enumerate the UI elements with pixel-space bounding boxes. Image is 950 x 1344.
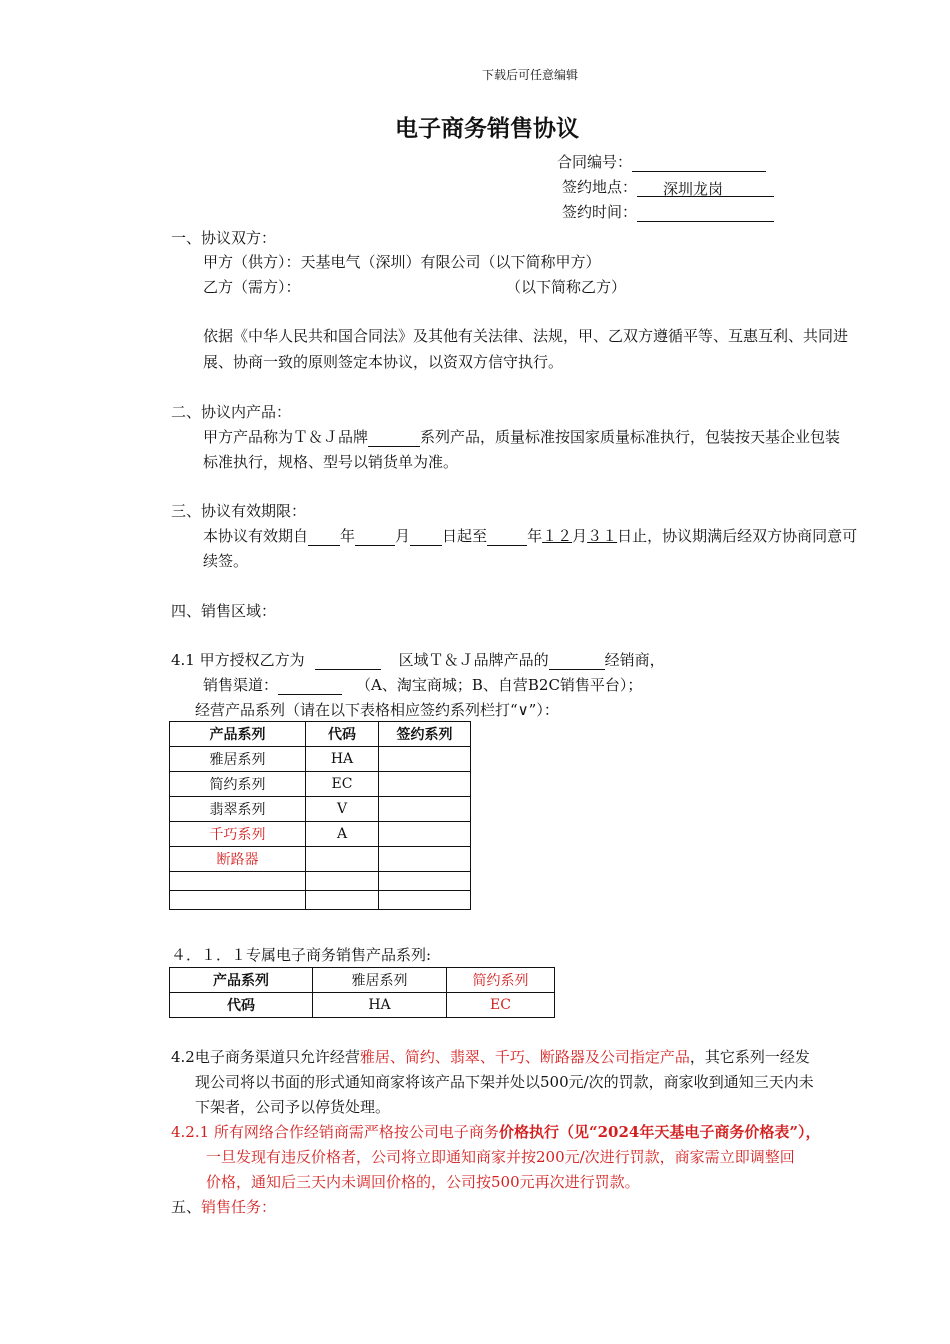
start-year-blank[interactable] (308, 528, 340, 546)
contract-no-label: 合同编号： (557, 153, 633, 171)
s1-heading: 一、协议双方： (171, 229, 277, 247)
sub-411: ４．１．１专属电子商务销售产品系列: (171, 946, 432, 964)
header-note: 下载后可任意编辑 (482, 68, 579, 82)
start-month-blank[interactable] (355, 528, 395, 546)
party-a: 甲方（供方）：天基电气（深圳）有限公司（以下简称甲方） (203, 253, 601, 271)
time-blank[interactable] (637, 204, 774, 222)
end-month-value: １２ (542, 527, 573, 545)
l42-line1: 4.2电子商务渠道只允许经营雅居、简约、翡翠、千巧、断路器及公司指定产品，其它系列一经发 (171, 1048, 810, 1066)
place-value[interactable]: 深圳龙岗 (637, 179, 774, 197)
signed-cell[interactable] (379, 747, 471, 772)
signed-cell[interactable] (379, 872, 471, 891)
channel-row: 销售渠道： （A、淘宝商城；B、自营B2C销售平台）； (203, 676, 643, 694)
signed-cell[interactable] (379, 847, 471, 872)
time-label: 签约时间： (562, 203, 638, 221)
party-b-suffix: （以下简称乙方） (506, 278, 627, 296)
time-row (562, 202, 774, 222)
table-row: 翡翠系列 V (170, 797, 471, 822)
end-day-value: ３１ (587, 527, 618, 545)
channel-blank[interactable] (278, 677, 342, 695)
th-series: 产品系列 (170, 722, 306, 747)
l421-line1: 4.2.1 所有网络合作经销商需严格按公司电子商务价格执行（见“2024年天基电子商务价格表”）， (171, 1123, 821, 1141)
table-row: 千巧系列 A (170, 822, 471, 847)
s2-line1: 甲方产品称为Ｔ＆Ｊ品牌 系列产品，质量标准按国家质量标准执行，包装按天基企业包装 (203, 428, 841, 446)
s5-heading: 五、销售任务： (171, 1198, 277, 1216)
l421-line3: 价格，通知后三天内未调回价格的，公司按500元再次进行罚款。 (206, 1173, 640, 1191)
product-series-table (169, 721, 471, 910)
table-row: 断路器 (170, 847, 471, 872)
l42-line2: 现公司将以书面的形式通知商家将该产品下架并处以500元/次的罚款，商家收到通知三天内未 (195, 1073, 814, 1091)
l41: 4.1 甲方授权乙方为 区域Ｔ＆Ｊ品牌产品的 经销商， (171, 651, 665, 669)
s3-line2: 续签。 (203, 552, 249, 570)
signed-cell[interactable] (379, 797, 471, 822)
contract-no-row (557, 152, 766, 172)
s4-heading: 四、销售区域： (171, 602, 277, 620)
start-day-blank[interactable] (410, 528, 442, 546)
signed-cell[interactable] (379, 772, 471, 797)
signed-cell[interactable] (379, 891, 471, 910)
place-label: 签约地点： (562, 178, 638, 196)
contract-no-blank[interactable] (632, 154, 766, 172)
dealer-type-blank[interactable] (549, 652, 605, 670)
end-year-blank[interactable] (487, 528, 527, 546)
table-row (170, 891, 471, 910)
basis-line2: 展、协商一致的原则签定本协议，以资双方信守执行。 (203, 353, 564, 371)
table-row: 雅居系列 HA (170, 747, 471, 772)
place-row (562, 177, 774, 197)
th-signed: 签约系列 (379, 722, 471, 747)
table-intro: 经营产品系列（请在以下表格相应签约系列栏打“∨”）： (195, 701, 559, 719)
s2-heading: 二、协议内产品： (171, 403, 292, 421)
brand-series-blank[interactable] (368, 429, 420, 447)
table-row: 简约系列 EC (170, 772, 471, 797)
l42-line3: 下架者，公司予以停货处理。 (195, 1098, 391, 1116)
s3-heading: 三、协议有效期限： (171, 502, 307, 520)
ecommerce-series-table: 产品系列 雅居系列 简约系列 代码 HA EC (169, 967, 555, 1018)
signed-cell[interactable] (379, 822, 471, 847)
l421-line2: 一旦发现有违反价格者，公司将立即通知商家并按200元/次进行罚款，商家需立即调整回 (206, 1148, 795, 1166)
th-code: 代码 (306, 722, 379, 747)
table-row (170, 872, 471, 891)
page-title: 电子商务销售协议 (395, 116, 579, 142)
party-b-label: 乙方（需方）： (203, 278, 301, 296)
s3-line1: 本协议有效期自 年 月 日起至 年１２月３１日止，协议期满后经双方协商同意可 (203, 527, 858, 545)
s2-line2: 标准执行，规格、型号以销货单为准。 (203, 453, 459, 471)
region-blank[interactable] (315, 652, 381, 670)
basis-line1: 依据《中华人民共和国合同法》及其他有关法律、法规，甲、乙双方遵循平等、互惠互利、共同进 (203, 327, 849, 345)
